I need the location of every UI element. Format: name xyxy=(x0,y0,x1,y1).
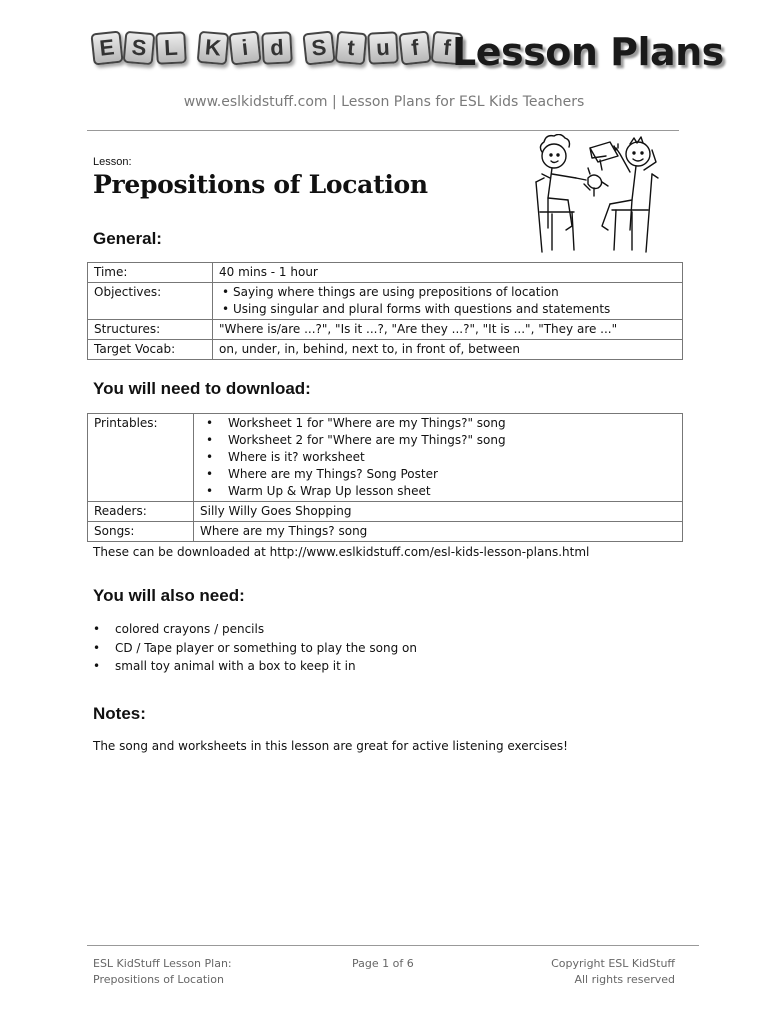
row-label: Time: xyxy=(88,263,213,283)
list-item: • Worksheet 1 for "Where are my Things?" song xyxy=(228,415,676,432)
list-item: • CD / Tape player or something to play the song on xyxy=(115,639,417,658)
notes-text: The song and worksheets in this lesson are great for active listening exercises! xyxy=(93,739,568,753)
table-row xyxy=(88,522,683,542)
download-note: These can be downloaded at http://www.eslkidstuff.com/esl-kids-lesson-plans.html xyxy=(93,545,590,559)
list-item: • Warm Up & Wrap Up lesson sheet xyxy=(228,483,676,500)
table-row xyxy=(88,320,683,340)
row-value: 40 mins - 1 hour xyxy=(213,263,683,283)
logo-block: L xyxy=(155,31,187,65)
objectives-list xyxy=(219,284,676,318)
list-item: • small toy animal with a box to keep it in xyxy=(115,657,417,676)
table-row xyxy=(88,502,683,522)
footer-plan-title: Prepositions of Location xyxy=(93,973,224,986)
footer-plan-label: ESL KidStuff Lesson Plan: xyxy=(93,957,232,970)
list-item: • colored crayons / pencils xyxy=(115,620,417,639)
footer-right xyxy=(500,956,675,988)
row-value: Where are my Things? song xyxy=(194,522,683,542)
logo-blocks xyxy=(92,32,462,64)
logo-block: t xyxy=(335,31,368,65)
lesson-label: Lesson: xyxy=(93,156,132,168)
logo-block: K xyxy=(197,31,230,65)
logo-block: S xyxy=(123,31,156,65)
row-label: Readers: xyxy=(88,502,194,522)
page-title: Prepositions of Location xyxy=(93,170,428,199)
table-row xyxy=(88,283,683,320)
logo-block: d xyxy=(261,31,293,65)
table-row xyxy=(88,263,683,283)
materials-list xyxy=(93,620,417,676)
logo-block: f xyxy=(398,31,431,66)
section-heading-also-need: You will also need: xyxy=(93,586,245,605)
general-table xyxy=(87,262,683,360)
copyright: Copyright ESL KidStuff xyxy=(551,957,675,970)
table-row xyxy=(88,340,683,360)
list-item: • Using singular and plural forms with questions and statements xyxy=(233,301,676,318)
logo-block: f xyxy=(431,31,464,65)
logo-block: E xyxy=(90,31,123,66)
page-number: Page 1 of 6 xyxy=(352,957,414,970)
list-item: • Where are my Things? Song Poster xyxy=(228,466,676,483)
printables-list xyxy=(200,415,676,500)
row-label: Printables: xyxy=(88,414,194,502)
logo-block: i xyxy=(228,31,261,66)
kids-illustration xyxy=(512,134,672,254)
row-value: on, under, in, behind, next to, in front of, between xyxy=(213,340,683,360)
footer-divider xyxy=(87,945,699,946)
logo-block: u xyxy=(367,31,399,65)
row-label: Objectives: xyxy=(88,283,213,320)
logo-block: S xyxy=(302,31,335,66)
row-label: Target Vocab: xyxy=(88,340,213,360)
header-divider xyxy=(87,130,679,131)
row-value: Silly Willy Goes Shopping xyxy=(194,502,683,522)
download-table xyxy=(87,413,683,542)
section-heading-download: You will need to download: xyxy=(93,379,311,398)
row-label: Songs: xyxy=(88,522,194,542)
section-heading-general: General: xyxy=(93,229,162,248)
row-value xyxy=(194,414,683,502)
row-label: Structures: xyxy=(88,320,213,340)
row-value: "Where is/are ...?", "Is it ...?, "Are they ...?", "It is ...", "They are ..." xyxy=(213,320,683,340)
rights-reserved: All rights reserved xyxy=(574,973,675,986)
list-item: • Where is it? worksheet xyxy=(228,449,676,466)
list-item: • Worksheet 2 for "Where are my Things?" song xyxy=(228,432,676,449)
logo-title: Lesson Plans xyxy=(452,30,724,74)
row-value xyxy=(213,283,683,320)
footer-left xyxy=(93,956,232,988)
tagline: www.eslkidstuff.com | Lesson Plans for ESL Kids Teachers xyxy=(183,94,585,110)
table-row xyxy=(88,414,683,502)
list-item: • Saying where things are using prepositions of location xyxy=(233,284,676,301)
section-heading-notes: Notes: xyxy=(93,704,146,723)
